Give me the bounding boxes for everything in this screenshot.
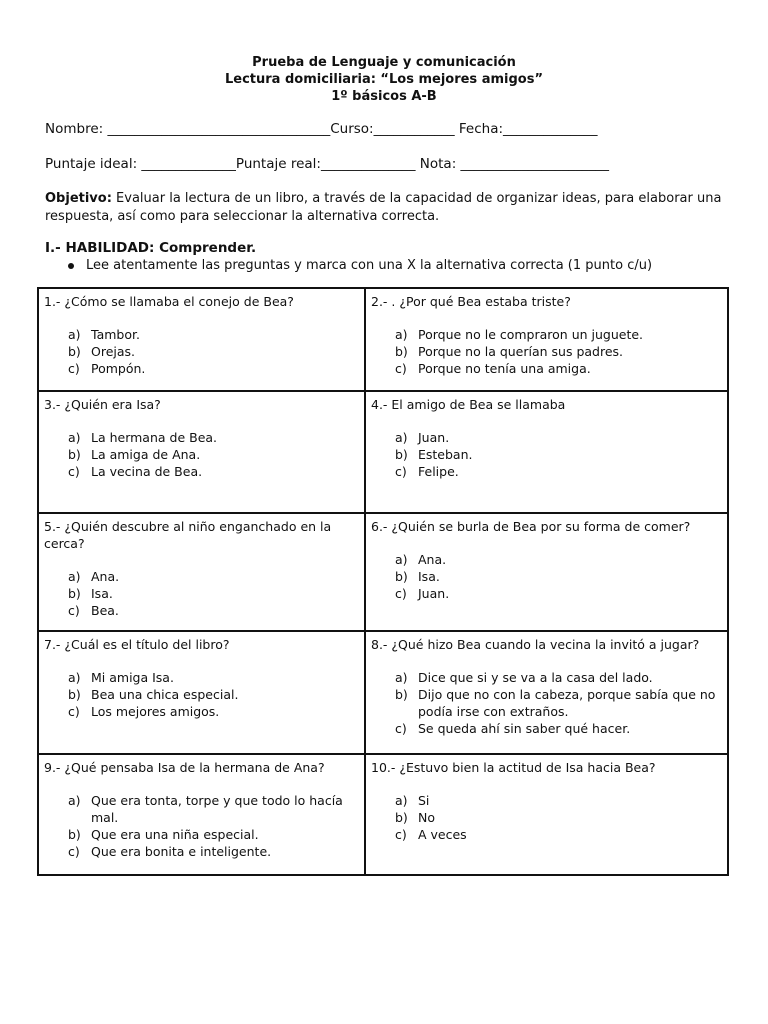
answer-option[interactable] bbox=[371, 585, 723, 602]
option-letter: b) bbox=[395, 447, 408, 462]
option-letter: c) bbox=[68, 844, 80, 859]
instruction-item bbox=[68, 258, 652, 273]
answer-option[interactable] bbox=[44, 686, 360, 703]
answer-option[interactable] bbox=[44, 429, 360, 446]
option-letter: c) bbox=[68, 464, 80, 479]
option-letter: c) bbox=[68, 603, 80, 618]
option-text: Porque no la querían sus padres. bbox=[418, 344, 624, 359]
answer-option[interactable] bbox=[371, 568, 723, 585]
option-text: No bbox=[418, 810, 435, 825]
answer-option[interactable] bbox=[371, 720, 723, 737]
answer-option[interactable] bbox=[371, 826, 723, 843]
option-letter: c) bbox=[68, 361, 80, 376]
objective-text: Evaluar la lectura de un libro, a través de la capacidad de organizar ideas, para elaborar una respuesta, así como para seleccionar la alternativa correcta. bbox=[45, 191, 722, 224]
table-row bbox=[38, 513, 728, 631]
options-list bbox=[44, 326, 360, 377]
question-cell bbox=[365, 288, 728, 391]
option-text: Se queda ahí sin saber qué hacer. bbox=[418, 721, 631, 736]
section-title: I.- HABILIDAD: Comprender. bbox=[45, 240, 257, 256]
table-row bbox=[38, 631, 728, 754]
answer-option[interactable] bbox=[44, 602, 360, 619]
question-cell bbox=[365, 754, 728, 875]
option-text: Isa. bbox=[91, 586, 113, 601]
answer-option[interactable] bbox=[44, 463, 360, 480]
option-letter: c) bbox=[395, 586, 407, 601]
options-list bbox=[44, 792, 360, 860]
question-cell bbox=[38, 513, 365, 631]
table-row bbox=[38, 391, 728, 513]
option-letter: c) bbox=[68, 704, 80, 719]
question-cell bbox=[38, 391, 365, 513]
answer-option[interactable] bbox=[371, 686, 723, 720]
question-cell bbox=[365, 513, 728, 631]
option-letter: b) bbox=[68, 687, 81, 702]
answer-option[interactable] bbox=[371, 809, 723, 826]
options-list bbox=[44, 429, 360, 480]
answer-option[interactable] bbox=[44, 843, 360, 860]
answer-option[interactable] bbox=[371, 792, 723, 809]
option-letter: a) bbox=[395, 327, 408, 342]
question-text: 7.- ¿Cuál es el título del libro? bbox=[44, 637, 230, 652]
option-text: La hermana de Bea. bbox=[91, 430, 218, 445]
answer-option[interactable] bbox=[371, 343, 723, 360]
table-row bbox=[38, 754, 728, 875]
question-text: 1.- ¿Cómo se llamaba el conejo de Bea? bbox=[44, 294, 294, 309]
option-text: Que era bonita e inteligente. bbox=[91, 844, 272, 859]
option-text: Dijo que no con la cabeza, porque sabía que no podía irse con extraños. bbox=[418, 687, 716, 719]
options-list bbox=[44, 669, 360, 720]
questions-table bbox=[37, 287, 729, 876]
option-text: La amiga de Ana. bbox=[91, 447, 201, 462]
question-cell bbox=[365, 631, 728, 754]
option-text: Ana. bbox=[91, 569, 120, 584]
option-letter: a) bbox=[68, 327, 81, 342]
question-text: 6.- ¿Quién se burla de Bea por su forma de comer? bbox=[371, 519, 691, 534]
score-info-line: Puntaje ideal: ______________Puntaje real:______________ Nota: ______________________ bbox=[45, 156, 610, 172]
option-letter: b) bbox=[395, 569, 408, 584]
option-text: Orejas. bbox=[91, 344, 136, 359]
answer-option[interactable] bbox=[44, 826, 360, 843]
option-letter: a) bbox=[68, 793, 81, 808]
option-text: Tambor. bbox=[91, 327, 140, 342]
option-text: Porque no le compraron un juguete. bbox=[418, 327, 644, 342]
option-letter: a) bbox=[68, 569, 81, 584]
question-text: 9.- ¿Qué pensaba Isa de la hermana de Ana? bbox=[44, 760, 325, 775]
option-text: Si bbox=[418, 793, 430, 808]
option-letter: c) bbox=[395, 464, 407, 479]
option-letter: c) bbox=[395, 827, 407, 842]
answer-option[interactable] bbox=[371, 326, 723, 343]
question-cell bbox=[38, 754, 365, 875]
option-text: Felipe. bbox=[418, 464, 459, 479]
instruction-text: Lee atentamente las preguntas y marca con una X la alternativa correcta (1 punto c/u) bbox=[86, 258, 653, 273]
student-info-line: Nombre: _________________________________Curso:____________ Fecha:______________ bbox=[45, 121, 598, 137]
option-text: Los mejores amigos. bbox=[91, 704, 220, 719]
option-letter: b) bbox=[395, 344, 408, 359]
objective-label: Objetivo: bbox=[45, 191, 112, 206]
options-list bbox=[371, 429, 723, 480]
question-cell bbox=[38, 631, 365, 754]
question-text: 8.- ¿Qué hizo Bea cuando la vecina la invitó a jugar? bbox=[371, 637, 700, 652]
answer-option[interactable] bbox=[44, 585, 360, 602]
option-letter: a) bbox=[395, 793, 408, 808]
option-letter: a) bbox=[68, 670, 81, 685]
question-text: 4.- El amigo de Bea se llamaba bbox=[371, 397, 566, 412]
table-row bbox=[38, 288, 728, 391]
option-letter: b) bbox=[68, 447, 81, 462]
option-letter: b) bbox=[68, 586, 81, 601]
option-text: Bea una chica especial. bbox=[91, 687, 239, 702]
option-text: Esteban. bbox=[418, 447, 473, 462]
answer-option[interactable] bbox=[44, 792, 360, 826]
objective-paragraph bbox=[45, 190, 725, 226]
option-text: A veces bbox=[418, 827, 467, 842]
option-text: Pompón. bbox=[91, 361, 146, 376]
answer-option[interactable] bbox=[371, 551, 723, 568]
options-list bbox=[44, 568, 360, 619]
option-text: Que era tonta, torpe y que todo lo hacía mal. bbox=[91, 793, 343, 825]
answer-option[interactable] bbox=[371, 429, 723, 446]
document-subtitle: Lectura domiciliaria: “Los mejores amigos” bbox=[225, 72, 543, 87]
answer-option[interactable] bbox=[44, 703, 360, 720]
option-text: Dice que si y se va a la casa del lado. bbox=[418, 670, 653, 685]
option-letter: a) bbox=[395, 430, 408, 445]
option-letter: b) bbox=[395, 810, 408, 825]
question-text: 10.- ¿Estuvo bien la actitud de Isa hacia Bea? bbox=[371, 760, 656, 775]
question-text: 2.- . ¿Por qué Bea estaba triste? bbox=[371, 294, 571, 309]
option-letter: a) bbox=[395, 670, 408, 685]
document-grade: 1º básicos A-B bbox=[331, 89, 437, 104]
options-list bbox=[371, 326, 723, 377]
answer-option[interactable] bbox=[371, 463, 723, 480]
option-text: La vecina de Bea. bbox=[91, 464, 203, 479]
question-cell bbox=[365, 391, 728, 513]
question-text: 3.- ¿Quién era Isa? bbox=[44, 397, 161, 412]
question-text: 5.- ¿Quién descubre al niño enganchado en la cerca? bbox=[44, 519, 332, 551]
document-title: Prueba de Lenguaje y comunicación bbox=[252, 55, 516, 70]
bullet-icon bbox=[68, 263, 74, 269]
options-list bbox=[371, 669, 723, 737]
options-list bbox=[371, 551, 723, 602]
document-header bbox=[0, 54, 768, 105]
answer-option[interactable] bbox=[44, 568, 360, 585]
option-letter: a) bbox=[395, 552, 408, 567]
option-letter: b) bbox=[68, 344, 81, 359]
option-text: Mi amiga Isa. bbox=[91, 670, 174, 685]
answer-option[interactable] bbox=[44, 360, 360, 377]
option-letter: b) bbox=[395, 687, 408, 702]
answer-option[interactable] bbox=[371, 669, 723, 686]
options-list bbox=[371, 792, 723, 843]
option-text: Juan. bbox=[418, 430, 450, 445]
option-letter: b) bbox=[68, 827, 81, 842]
option-text: Que era una niña especial. bbox=[91, 827, 259, 842]
option-letter: c) bbox=[395, 721, 407, 736]
option-text: Ana. bbox=[418, 552, 447, 567]
answer-option[interactable] bbox=[44, 669, 360, 686]
answer-option[interactable] bbox=[44, 326, 360, 343]
answer-option[interactable] bbox=[44, 343, 360, 360]
option-text: Juan. bbox=[418, 586, 450, 601]
question-cell bbox=[38, 288, 365, 391]
option-text: Isa. bbox=[418, 569, 440, 584]
answer-option[interactable] bbox=[44, 446, 360, 463]
option-letter: a) bbox=[68, 430, 81, 445]
option-text: Bea. bbox=[91, 603, 119, 618]
answer-option[interactable] bbox=[371, 446, 723, 463]
option-letter: c) bbox=[395, 361, 407, 376]
answer-option[interactable] bbox=[371, 360, 723, 377]
option-text: Porque no tenía una amiga. bbox=[418, 361, 591, 376]
